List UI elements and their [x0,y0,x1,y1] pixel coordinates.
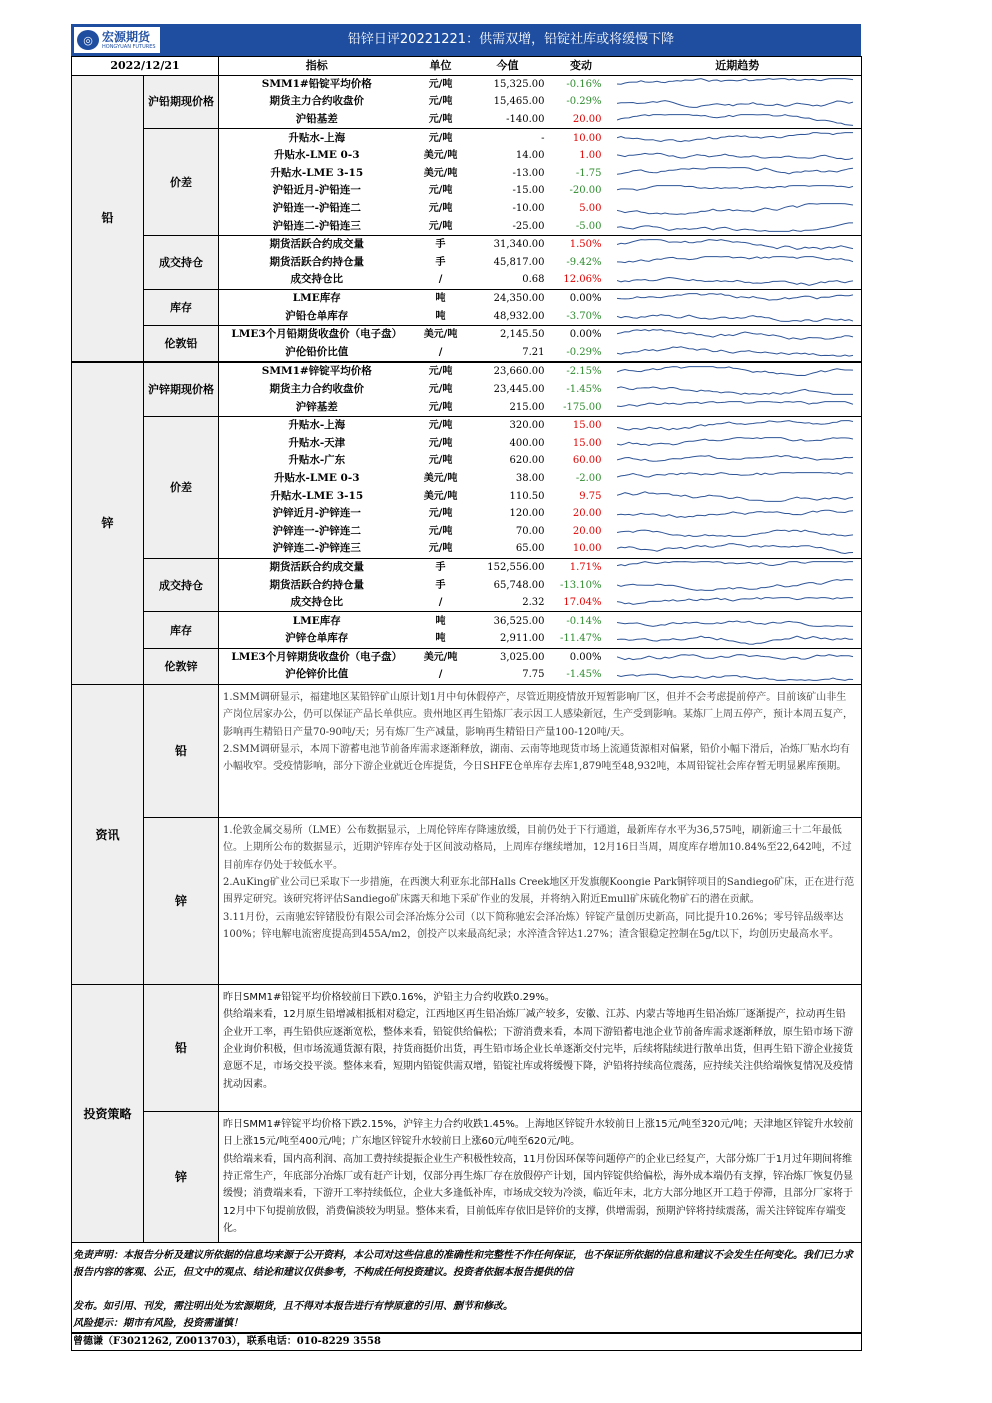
trend-sparkline [614,594,862,612]
indicator-value: -13.00 [512,167,545,179]
strategy-section-label: 投资策略 [72,984,144,1242]
trend-sparkline [614,165,862,183]
indicator-change: -11.47% [549,630,614,648]
trend-sparkline [614,666,862,684]
trend-sparkline [614,398,862,416]
indicator-change: -20.00 [569,185,602,197]
trend-sparkline [614,75,862,93]
col-header-today: 今值 [467,57,549,76]
indicator-name: 沪锌基差 [219,398,415,416]
indicator-value: 400.00 [509,437,545,449]
indicator-unit: 元/吨 [428,437,453,449]
indicator-name: SMM1#锌锭平均价格 [219,362,415,381]
news-zinc-para-2: 2.AuKing矿业公司已采取下一步措施，在西澳大利亚东北部Halls Creek地区开发旗舰Koongie Park铜锌项目的Sandiego矿床，正在进行范围界定研究。该研究将评估Sandiego矿床露天和地下采矿作业的发展，并将纳入附近Emull矿床硫化物矿石的潜在贡献。 [223,877,855,906]
indicator-change: 1.00 [579,150,602,162]
indicator-value: 48,932.00 [467,307,549,325]
indicator-unit: 美元/吨 [423,167,458,179]
report-header [71,24,861,56]
indicator-change: 15.00 [572,437,602,449]
trend-sparkline [614,434,862,452]
indicator-name: 期货主力合约收盘价 [269,95,365,108]
group-label: 成交持仓 [144,558,219,612]
indicator-value: -140.00 [467,111,549,129]
indicator-change: -0.29% [549,344,614,363]
indicator-change: -9.42% [566,256,602,268]
indicator-value: -10.00 [512,203,545,215]
table-row [72,558,862,576]
indicator-value: 65,748.00 [493,579,545,591]
indicator-value: 620.00 [509,455,545,467]
indicator-unit: 手 [435,561,446,573]
col-header-unit: 单位 [415,57,467,76]
indicator-change: -0.14% [566,615,602,627]
indicator-value: 23,445.00 [493,383,545,395]
indicator-name: 期货主力合约收盘价 [269,382,365,395]
indicator-unit: 吨 [435,293,446,305]
indicator-change: 17.04% [549,594,614,612]
indicator-name: 沪锌仓单库存 [219,630,415,648]
group-label: 价差 [144,129,219,236]
disclaimer [71,1243,862,1333]
indicator-name: 沪锌近月-沪锌连一 [272,507,361,520]
analyst-contact: 曾德谦（F3021262, Z0013703），联系电话：010-8229 3558 [71,1333,862,1351]
indicator-name: 升贴水-LME 0-3 [274,471,360,484]
indicator-value: 3,025.00 [499,651,545,663]
indicator-unit: / [415,344,467,363]
indicator-name: 成交持仓比 [219,271,415,289]
indicator-name: 升贴水-LME 0-3 [274,149,360,162]
table-row [72,612,862,630]
indicator-name: LME3个月锌期货收盘价（电子盘） [231,650,403,663]
group-label: 价差 [144,416,219,558]
indicator-unit: 美元/吨 [423,651,458,663]
trend-sparkline [614,505,862,523]
table-row [72,129,862,147]
col-header-trend: 近期趋势 [614,57,862,76]
indicator-unit: 元/吨 [428,185,453,197]
trend-sparkline [614,362,862,381]
indicator-name: 沪铅连二-沪铅连三 [219,217,415,235]
indicator-name: 沪铅连一-沪铅连二 [272,202,361,215]
trend-sparkline [614,200,862,218]
disclaimer-line-2: 发布。如引用、刊发，需注明出处为宏源期货，且不得对本报告进行有悖原意的引用、删节和修改。 [73,1300,513,1312]
indicator-value: 45,817.00 [493,256,545,268]
indicator-value: 215.00 [467,398,549,416]
logo-cn-text: 宏源期货 [102,29,151,44]
trend-sparkline [614,182,862,200]
indicator-name: LME库存 [292,614,341,627]
trend-sparkline [614,416,862,434]
indicator-unit: 吨 [415,630,467,648]
report-title: 铅锌日评20221221：供需双增，铅锭社库或将缓慢下降 [347,32,675,47]
trend-sparkline [614,289,862,307]
trend-sparkline [614,217,862,235]
indicator-change: 20.00 [572,508,602,520]
indicator-change: -1.45% [566,383,602,395]
indicator-unit: / [415,594,467,612]
strategy-zinc-para-2: 供给端来看，国内高利润、高加工费持续提振企业生产积极性较高，11月份因环保等问题停产的企业已经复产，大部分炼厂于1月过年期间将维持正常生产，年底部分冶炼厂或有赶产计划，仅部分再生炼厂存在放假停产计划，国内锌锭供给偏松，海外成本端仍有支撑，锌冶炼厂恢复仍显缓慢；消费端来看，下游开工率持续低位，企业大多逢低补库，市场成交较为冷淡，临近年末，北方大部分地区开工趋于停滞，且部分厂家将于12月中下旬提前放假，消费偏淡较为明显。整体来看，目前低库存依旧是锌价的支撑，供增需弱，预期沪锌将持续震荡，需关注锌锭库存端变化。 [223,1153,853,1235]
indicator-change: 9.75 [579,490,602,502]
indicator-change: 20.00 [572,525,602,537]
trend-sparkline [614,470,862,488]
indicator-value: - [541,132,545,144]
indicator-value: 65.00 [467,540,549,558]
strategy-zinc-label: 锌 [144,1111,219,1242]
indicator-value: 7.21 [467,344,549,363]
news-section-label: 资讯 [72,685,144,985]
indicator-value: 14.00 [515,150,545,162]
group-label: 库存 [144,612,219,648]
news-zinc-para-1: 1.伦敦金属交易所（LME）公布数据显示，上周伦锌库存降速放缓，目前仍处于下行通道，最新库存水平为36,575吨，刷新逾三十二年最低位。上期所公布的数据显示，近期沪锌库存处于区间波动格局，上周库存继续增加，12月16日当周，周度库存增加10.84%至22,642吨，不过目前库存仍处于较低水平。 [223,824,852,871]
trend-sparkline [614,254,862,272]
indicator-change: -13.10% [560,579,602,591]
indicator-name: 期货活跃合约持仓量 [269,578,365,591]
indicator-unit: 美元/吨 [423,150,458,162]
news-zinc-para-3: 3.11月份，云南驰宏锌锗股份有限公司会泽冶炼分公司（以下简称驰宏会泽冶炼）锌锭产量创历史新高，同比提升10.26%；零号锌品级率达100%；锌电解电流密度提高到455A/m2，创投产以来最高纪录；水淬渣含锌达1.27%；渣含银稳定控制在5g/t以下，均创历史最高水平。 [223,911,844,941]
table-row [72,325,862,343]
indicator-unit: 元/吨 [428,420,453,432]
indicator-name: 期货活跃合约持仓量 [269,255,365,268]
col-header-indicator: 指标 [219,57,415,76]
trend-sparkline [614,344,862,363]
indicator-unit: 美元/吨 [423,329,458,341]
trend-sparkline [614,612,862,630]
indicator-name: 沪锌连二-沪锌连三 [219,540,415,558]
indicator-name: 沪伦锌价比值 [219,666,415,684]
disclaimer-line-1: 免责声明：本报告分析及建议所依据的信息均来源于公开资料，本公司对这些信息的准确性和完整性不作任何保证，也不保证所依据的信息和建议不会发生任何变化。我们已力求报告内容的客观、公正，但文中的观点、结论和建议仅供参考，不构成任何投资建议。投资者依据本报告提供的信 [73,1249,853,1278]
strategy-lead-label: 铅 [144,984,219,1111]
strategy-lead-para-1: 昨日SMM1#铅锭平均价格较前日下跌0.16%，沪铅主力合约收跌0.29%。 [223,991,555,1003]
indicator-value: 2,145.50 [499,329,545,341]
news-lead-para-2: 2.SMM调研显示，本周下游蓄电池节前备库需求逐渐释放，湖南、云南等地现货市场上流通货源相对偏紧，铅价小幅下滑后，冶炼厂贴水均有小幅收窄。受疫情影响，部分下游企业就近仓库提货，今日SHFE仓单库存去库1,879吨至48,932吨，本周铅锭社会库存暂无明显累库预期。 [223,744,850,773]
indicator-unit: 元/吨 [428,383,453,395]
indicator-value: 2.32 [467,594,549,612]
indicator-name: 期货活跃合约成交量 [269,560,365,573]
trend-sparkline [614,452,862,470]
indicator-name: 期货活跃合约成交量 [269,238,365,251]
trend-sparkline [614,487,862,505]
indicator-change: -1.45% [549,666,614,684]
indicator-unit: 手 [435,579,446,591]
trend-sparkline [614,111,862,129]
indicator-change: -5.00 [549,217,614,235]
trend-sparkline [614,522,862,540]
report-page [71,24,861,1351]
indicator-name: 升贴水-广东 [288,454,346,467]
strategy-zinc-text [219,1111,862,1242]
report-date: 2022/12/21 [72,57,219,76]
indicator-name: 沪铅基差 [219,111,415,129]
indicator-unit: 美元/吨 [423,472,458,484]
indicator-change: 1.50% [569,239,602,251]
indicator-unit: 元/吨 [428,508,453,520]
company-logo [74,27,160,53]
indicator-name: 升贴水-天津 [288,436,346,449]
indicator-change: 0.00% [569,293,602,305]
table-row [72,416,862,434]
disclaimer-line-3: 风险提示：期市有风险，投资需谨慎！ [73,1317,243,1329]
logo-emblem-icon: ◎ [77,30,99,50]
indicator-change: 10.00 [572,132,602,144]
news-lead-para-1: 1.SMM调研显示，福建地区某铅锌矿山原计划1月中旬休假停产，尽管近期疫情放开短暂影响厂区，但并不会考虑提前停产。目前该矿山非生产岗位居家办公，仍可以保证产品长单供应。贵州地区再生铅炼厂表示因工人感染新冠，生产受到影响。某炼厂上周五停产，预计本周五复产，影响再生精铅日产量70-90吨/天；另有炼厂生产减量，影响再生精铅日产量100-120吨/天。 [223,691,853,738]
indicator-value: 152,556.00 [487,561,545,573]
indicator-change: 20.00 [549,111,614,129]
metal-label-lead: 铅 [72,75,144,362]
indicator-value: 36,525.00 [493,615,545,627]
indicator-unit: 吨 [435,615,446,627]
indicator-name: LME库存 [292,292,341,305]
indicator-name: SMM1#铅锭平均价格 [261,77,372,90]
indicator-name: LME3个月铅期货收盘价（电子盘） [231,328,403,341]
group-label: 沪锌期现价格 [144,362,219,416]
indicator-change: 10.00 [549,540,614,558]
indicator-change: 1.71% [569,561,602,573]
trend-sparkline [614,147,862,165]
indicator-unit: 美元/吨 [423,490,458,502]
indicator-change: 12.06% [549,271,614,289]
indicator-unit: 元/吨 [415,217,467,235]
indicator-name: 沪伦铅价比值 [219,344,415,363]
group-label: 伦敦铅 [144,325,219,362]
indicator-unit: 手 [435,256,446,268]
indicator-value: 15,325.00 [493,78,545,90]
metal-label-zinc: 锌 [72,362,144,684]
indicator-change: 60.00 [572,455,602,467]
trend-sparkline [614,307,862,325]
indicator-unit: / [415,666,467,684]
indicator-name: 成交持仓比 [219,594,415,612]
trend-sparkline [614,325,862,343]
indicator-name: 升贴水-LME 3-15 [270,166,364,179]
table-row [72,75,862,93]
strategy-zinc-para-1: 昨日SMM1#锌锭平均价格下跌2.15%，沪锌主力合约收跌1.45%。上海地区锌锭升水较前日上涨15元/吨至320元/吨；天津地区锌锭升水较前日上涨15元/吨至400元/吨；广东地区锌锭升水较前日上涨60元/吨至620元/吨。 [223,1118,854,1148]
indicator-value: 15,465.00 [493,96,545,108]
group-label: 成交持仓 [144,235,219,289]
news-lead-text [219,685,862,818]
indicator-change: 15.00 [572,420,602,432]
news-zinc-text [219,817,862,984]
indicator-name: 升贴水-上海 [288,419,346,432]
indicator-unit: / [415,271,467,289]
indicator-value: 38.00 [515,472,545,484]
indicator-value: 0.68 [467,271,549,289]
indicator-value: 320.00 [509,420,545,432]
indicator-change: 0.00% [569,651,602,663]
indicator-change: -2.15% [549,362,614,381]
indicator-unit: 元/吨 [428,525,453,537]
indicator-change: -3.70% [549,307,614,325]
indicator-value: 2,911.00 [467,630,549,648]
indicator-value: 23,660.00 [467,362,549,381]
indicator-change: -0.29% [566,96,602,108]
indicator-unit: 元/吨 [428,96,453,108]
indicator-value: 7.75 [467,666,549,684]
indicator-change: -175.00 [549,398,614,416]
table-header-row [72,57,862,76]
indicator-change: 5.00 [579,203,602,215]
indicator-value: 24,350.00 [493,293,545,305]
indicator-unit: 元/吨 [428,203,453,215]
indicator-value: 110.50 [509,490,545,502]
indicator-unit: 元/吨 [428,78,453,90]
trend-sparkline [614,129,862,147]
group-label: 伦敦锌 [144,648,219,684]
strategy-lead-text [219,984,862,1111]
news-lead-label: 铅 [144,685,219,818]
trend-sparkline [614,381,862,399]
trend-sparkline [614,630,862,648]
indicator-unit: 元/吨 [415,362,467,381]
table-row [72,235,862,253]
table-row [72,362,862,381]
indicator-unit: 手 [435,239,446,251]
trend-sparkline [614,93,862,111]
indicator-change: -1.75 [575,167,602,179]
indicator-name: 沪铅仓单库存 [219,307,415,325]
indicator-value: 70.00 [515,525,545,537]
news-zinc-label: 锌 [144,817,219,984]
indicator-unit: 元/吨 [428,132,453,144]
table-row [72,648,862,666]
strategy-lead-para-2: 供给端来看，12月原生铅增减相抵相对稳定，江西地区再生铅冶炼厂减产较多，安徽、江苏、内蒙古等地再生铅冶炼厂逐渐提产，拉动再生铅企业开工率，再生铅供应逐渐宽松，整体来看，铅锭供给偏松；下游消费来看，本周下游铅蓄电池企业节前备库需求逐渐释放，原生铅市场下游企业询价积极，但市场流通货源有限，持货商挺价出货，再生铅市场企业长单逐渐交付完毕，后续将陆续进行散单出货，但再生铅下游企业接货意愿不足，市场交投平淡。整体来看，短期内铅锭供需双增，铅锭社库或将缓慢下降，沪铅将持续高位震荡，应持续关注供给端恢复情况及疫情扰动因素。 [223,1009,853,1090]
indicator-unit: 元/吨 [415,111,467,129]
news-table [71,685,862,1243]
col-header-change: 变动 [549,57,614,76]
indicator-name: 沪铅近月-沪铅连一 [272,184,361,197]
trend-sparkline [614,558,862,576]
indicator-change: -2.00 [575,472,602,484]
logo-en-text: HONGYUAN FUTURES [102,43,156,50]
group-label: 沪铅期现价格 [144,75,219,129]
indicator-table [71,56,862,685]
indicator-value: 120.00 [509,508,545,520]
indicator-value: 31,340.00 [493,239,545,251]
indicator-unit: 元/吨 [428,455,453,467]
indicator-unit: 吨 [415,307,467,325]
indicator-unit: 元/吨 [415,540,467,558]
indicator-unit: 元/吨 [415,398,467,416]
trend-sparkline [614,540,862,558]
trend-sparkline [614,576,862,594]
trend-sparkline [614,235,862,253]
indicator-value: -15.00 [512,185,545,197]
trend-sparkline [614,271,862,289]
indicator-change: -0.16% [566,78,602,90]
indicator-value: -25.00 [467,217,549,235]
trend-sparkline [614,648,862,666]
indicator-change: 0.00% [569,329,602,341]
table-row [72,289,862,307]
indicator-name: 升贴水-上海 [288,131,346,144]
indicator-name: 沪锌连一-沪锌连二 [272,524,361,537]
group-label: 库存 [144,289,219,325]
indicator-name: 升贴水-LME 3-15 [270,489,364,502]
